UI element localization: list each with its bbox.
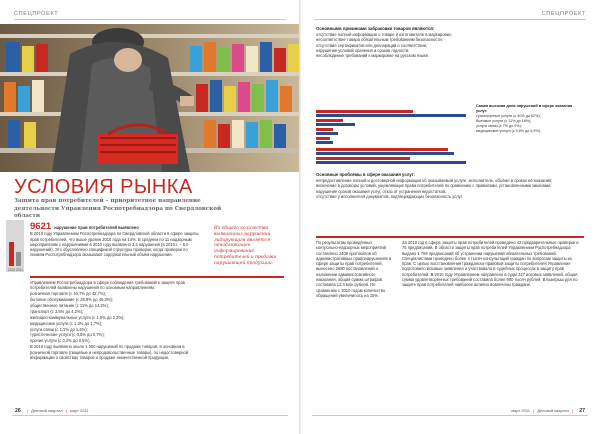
problems-block — [316, 172, 584, 199]
side-mini-chart — [6, 220, 24, 272]
issue-date: март 2011 — [511, 408, 531, 413]
section-tag: СПЕЦПРОЕКТ — [541, 11, 586, 17]
legend-item: транспортные услуги (с 40% до 62%); — [476, 114, 541, 119]
intro-paragraph — [30, 221, 200, 258]
services-legend — [476, 104, 584, 135]
list-item: транспорт (с 3,5% до 4,2%); — [30, 308, 84, 314]
reason-item: несоблюдение требований к маркировке на русском языке. — [316, 53, 430, 59]
footer-separator: | — [533, 408, 535, 413]
list-item: медицинские услуги (с 1,3% до 1,7%); — [30, 320, 103, 326]
problem-item: отсутствие у исполнителя документов, подтверждающих безопасность услуг. — [316, 193, 463, 199]
issue-date: март 2011 — [69, 408, 89, 413]
reason-item: отсутствие полной информации о товаре и изготовителе в маркировке; — [316, 32, 452, 37]
list-item: жилищно-коммунальные услуги (с 1,5% до 2,2%); — [30, 314, 125, 320]
problem-item: включение в договоры условий, ущемляющих права потребителей по сравнению с правилами, установленными законами; — [316, 183, 552, 189]
activity-column: За 2010 год в сфере защиты прав потребителей проведено 42 предварительные проверки и 75 предписаний. В области защиты прав потребителей Управлением Роспотребнадзора выдано 1 769 предписаний об устранении нарушений обязательных требований. Специалистами проведено более 4 тысяч консультаций граждан по вопросам защиты их прав. С целью восстановления гражданско-правовой защиты потребителей Управление подготовило исковые заявления и участвовало в судебных процессах в защиту прав потребителей. В 2010 году Управлением направлено в суды 227 исковых заявлений, общая сумма удовлетворённых требований составила более 900 тысяч рублей. В выигрыш дел по защите прав потребителей наиболее активно вовлечены граждане. — [402, 240, 579, 288]
legend-item: бытовые услуги (с 11% до 16%); — [476, 119, 532, 124]
reason-item: несоответствие товара обязательным требованиям безопасности; — [316, 37, 443, 43]
top-rule — [14, 19, 286, 20]
legend-item: услуги связи (с 7% до 9%); — [476, 124, 522, 129]
page-number: 27 — [579, 408, 585, 414]
intro-text: В 2010 году Управлением Роспотребнадзора по Свердловской области в сфере защиты прав потребителей, что выше уровня 2010 года на 14%. В среднем по 11 надзорным мероприятиям с нарушениями в 2010 году выявлено 3,4 нарушения (в 2010 г. – 6,0 нарушений). Это обусловлено спецификой структуры проверок, когда проверки по линиям Роспотребнадзора оказывают содержательный объём нарушения. — [30, 231, 199, 258]
trade-bar-chart — [316, 148, 476, 168]
store-photo — [0, 24, 300, 172]
list-intro: Управлением Роспотребнадзора в сфере соблюдения требований к защите прав потребителей выявлены нарушения по основным направлениям: — [30, 280, 185, 291]
pull-quote: Из общего количества выявленных нарушений лидирующим является ненадлежащее информирование потребителей и продажа нарушающей продукции. — [214, 226, 277, 266]
footer-right — [511, 408, 588, 414]
list-item: розничная торговля (с 40,7% до 42,7%); — [30, 291, 107, 297]
section-divider — [316, 236, 584, 238]
top-rule — [314, 19, 586, 20]
footer-separator: | — [572, 408, 574, 413]
legend-heading: Самая высокая доля нарушений в сфере оказания услуг: — [476, 104, 573, 113]
list-item: услуги связи (с 1,1% до 1,4%); — [30, 326, 88, 332]
page-title: УСЛОВИЯ РЫНКА — [14, 176, 193, 198]
list-item: общественное питание (с 11% до 14,2%); — [30, 302, 109, 308]
list-item: прочие услуги (с 0,2% до 0,5%). — [30, 338, 91, 344]
section-tag: СПЕЦПРОЕКТ — [14, 11, 59, 17]
magazine-name: Деловой квартал — [31, 408, 63, 413]
year-label: 2011 — [16, 268, 23, 272]
big-number: 9621 — [30, 221, 52, 232]
reason-item: нарушение условий хранения и сроков годности; — [316, 47, 410, 53]
list-item: бытовое обслуживание (с 28,9% до 46,3%); — [30, 297, 113, 303]
violations-list — [30, 280, 205, 361]
reasons-block — [316, 26, 516, 58]
chart-bar — [316, 114, 466, 117]
reasons-heading: Основными причинами забраковки товаров являются: — [316, 26, 435, 31]
chart-bar — [316, 132, 338, 135]
chart-bar — [316, 152, 454, 155]
magazine-name: Деловой квартал — [537, 408, 569, 413]
problem-item: нарушение сроков оказания услуг, отказ от устранения недостатков; — [316, 188, 447, 194]
mini-bar-2010 — [9, 242, 14, 266]
footer-rule — [12, 415, 288, 416]
big-number-caption: нарушение прав потребителей выявлено — [54, 225, 139, 230]
problems-heading: Основные проблемы в сфере оказания услуг: — [316, 172, 415, 177]
legend-item: медицинские услуги (с 5,8% до 6,9%). — [476, 129, 541, 134]
reason-item: отсутствие сертификатов или деклараций о соответствии; — [316, 42, 428, 48]
chart-bar — [316, 161, 466, 164]
page-spine — [299, 0, 301, 434]
page-number: 26 — [15, 408, 21, 414]
footer-separator: | — [26, 408, 28, 413]
lead-text: Защита прав потребителей – приоритетное направление деятельности Управления Роспотребнадзора по Свердловской области — [14, 198, 222, 220]
list-outro: В 2010 году выявлено около 1 500 нарушений по продаже товаров, в основном в розничной торговле (пищевые и непродовольственные товары), по недостоверной информации о свойствах товаров и продаже некачественной продукции. — [30, 344, 189, 360]
footer-separator: | — [65, 408, 67, 413]
right-page — [300, 0, 600, 434]
list-item: туристические услуги (с 0,5% до 0,7%); — [30, 332, 105, 338]
year-label: 2010 — [8, 268, 16, 272]
problem-item: непредоставление полной и достоверной информации об оказываемой услуге, исполнителе, объёме и сроках её оказания; — [316, 178, 553, 183]
chart-bar — [316, 123, 355, 126]
mini-bar-2011 — [16, 252, 21, 266]
chart-bar — [316, 141, 333, 144]
footer-left — [12, 408, 89, 414]
results-column: По результатам проведённых контрольно-надзорных мероприятий составлено 2409 протоколов об административных правонарушениях в сфере защиты прав потребителей, вынесено 2680 постановлений о наложении административного наказания, общая сумма штрафов составила 12,4 млн рублей. По сравнению с 2010 годом количество обращений увеличилось на 15%. — [316, 240, 392, 298]
footer-rule — [312, 415, 588, 416]
section-divider — [30, 276, 284, 278]
